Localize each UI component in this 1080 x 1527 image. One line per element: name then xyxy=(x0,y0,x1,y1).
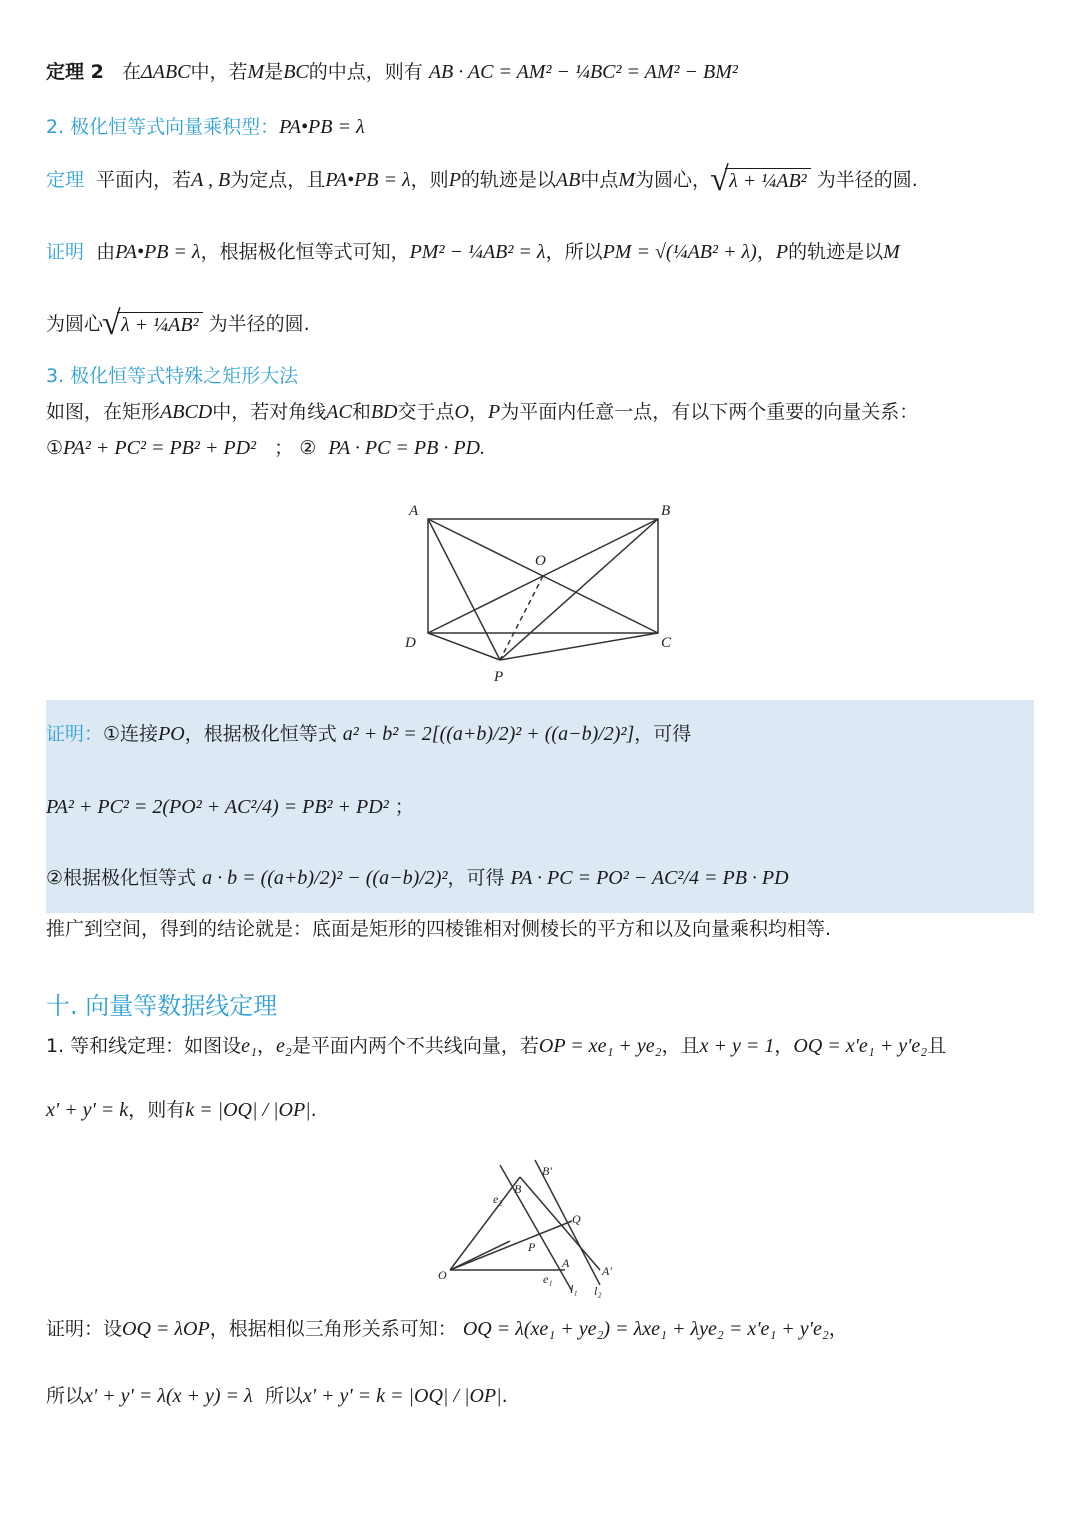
math: x' + y' = k xyxy=(46,1099,129,1121)
text: 和 xyxy=(351,401,371,423)
relation-2: PA · PC = PB · PD. xyxy=(328,437,485,459)
math: e₁ xyxy=(241,1035,258,1057)
proof-2-line-1 xyxy=(46,1317,848,1341)
text: ； xyxy=(394,796,414,818)
proof-box-line-2 xyxy=(46,795,414,819)
section-2-theorem xyxy=(46,168,918,193)
math: PA•PB = λ xyxy=(325,169,411,191)
label-d: D xyxy=(405,635,416,651)
text: ： xyxy=(437,1318,457,1340)
segment-pd xyxy=(428,633,500,660)
conclusion: 推广到空间，得到的结论就是：底面是矩形的四棱锥相对侧棱长的平方和以及向量乘积均相等. xyxy=(46,918,832,940)
math: x' + y' = λ(x + y) = λ xyxy=(84,1385,253,1407)
math: e₂ xyxy=(276,1035,292,1057)
theorem-label: 定理 xyxy=(46,169,85,191)
text: ，所以 xyxy=(545,241,603,263)
math: A , B xyxy=(191,169,231,191)
segment-pb xyxy=(500,519,658,660)
radius-formula: √ λ + ¼AB² xyxy=(725,168,811,193)
text: 为圆心 xyxy=(46,313,104,335)
text: 如图，在矩形 xyxy=(46,401,161,423)
text: ，可得 xyxy=(634,723,692,745)
text: 是平面内两个不共线向量，若 xyxy=(291,1035,539,1057)
text: ， xyxy=(468,401,488,423)
segment-po xyxy=(500,576,543,660)
text: ，根据极化恒等式 xyxy=(184,723,337,745)
equal-sum-line-figure xyxy=(430,1155,630,1300)
label-b: B xyxy=(661,503,671,519)
identity-1: a² + b² = 2[((a+b)/2)² + ((a−b)/2)²] xyxy=(342,723,635,745)
relation-1: PA² + PC² = PB² + PD² xyxy=(63,437,257,459)
text: 证明：设 xyxy=(46,1318,123,1340)
text: . xyxy=(501,1385,508,1407)
text: 1. 等和线定理：如图设 xyxy=(46,1035,242,1057)
text: 为圆心， xyxy=(635,169,712,191)
text: 中，若 xyxy=(190,61,248,83)
math: PM² − ¼AB² = λ xyxy=(409,241,546,263)
text: ， xyxy=(756,241,776,263)
label-b: B xyxy=(514,1182,522,1196)
math: x + y = 1 xyxy=(699,1035,775,1057)
text: 为半径的圆. xyxy=(208,313,310,335)
label-a: A xyxy=(409,503,419,519)
text: 为半径的圆. xyxy=(816,169,918,191)
equation: PA · PC = PO² − AC²/4 = PB · PD xyxy=(510,867,789,889)
proof-label: 证明 xyxy=(46,241,85,263)
heading-text: 2. 极化恒等式向量乘积型： xyxy=(46,116,280,138)
text: ，则 xyxy=(410,169,449,191)
math: P xyxy=(487,401,501,423)
marker: ② xyxy=(299,437,317,459)
text: ②根据极化恒等式 xyxy=(46,867,197,889)
math: O xyxy=(454,401,469,423)
text: 所以 xyxy=(264,1385,303,1407)
label-a: A xyxy=(562,1256,570,1270)
label-b-prime: B' xyxy=(542,1164,552,1178)
text: ， xyxy=(774,1035,794,1057)
text: 是 xyxy=(264,61,284,83)
label-o: O xyxy=(438,1268,447,1282)
text: 交于点 xyxy=(397,401,455,423)
math: OQ = x'e₁ + y'e₂ xyxy=(793,1035,928,1057)
segment-pc xyxy=(500,633,658,660)
label-e2: e₂ xyxy=(493,1192,503,1206)
math: OQ = λOP xyxy=(122,1318,210,1340)
proof-2-line-2 xyxy=(46,1384,508,1408)
math: M xyxy=(618,169,636,191)
text: ①连接 xyxy=(103,723,159,745)
equation: PA² + PC² = 2(PO² + AC²/4) = PB² + PD² xyxy=(46,796,389,818)
text: 在 xyxy=(121,61,141,83)
theorem-label: 定理 2 xyxy=(46,61,104,83)
section-2-proof xyxy=(46,240,900,264)
text: 且 xyxy=(927,1035,947,1057)
text: 中，若对角线 xyxy=(212,401,327,423)
math: P xyxy=(448,169,461,191)
text: 所以 xyxy=(46,1385,85,1407)
text: 的轨迹是以 xyxy=(788,241,884,263)
label-l1: l₁ xyxy=(570,1282,578,1296)
section-3-heading: 3. 极化恒等式特殊之矩形大法 xyxy=(46,365,299,387)
math: ABCD xyxy=(160,401,213,423)
section-10-theorem-cont xyxy=(46,1098,317,1122)
label-a-prime: A' xyxy=(602,1264,612,1278)
label-e1: e₁ xyxy=(543,1272,553,1286)
rectangle-figure xyxy=(395,495,685,690)
math: M xyxy=(247,61,265,83)
text: 的轨迹是以 xyxy=(460,169,556,191)
math: PA•PB = λ xyxy=(115,241,201,263)
math: PM = √(¼AB² + λ) xyxy=(602,241,757,263)
theorem-2 xyxy=(46,60,738,84)
section-3-intro xyxy=(46,400,918,424)
text: ， xyxy=(828,1318,848,1340)
math: BC xyxy=(283,61,309,83)
text: 平面内，若 xyxy=(96,169,192,191)
text: 为平面内任意一点，有以下两个重要的向量关系： xyxy=(500,401,919,423)
line-ba xyxy=(520,1177,600,1270)
text: ，且 xyxy=(661,1035,700,1057)
math: ΔABC xyxy=(140,61,191,83)
math: P xyxy=(775,241,789,263)
section-2-heading xyxy=(46,115,365,139)
math: OQ = λ(xe₁ + ye₂) = λxe₁ + λye₂ = x'e₁ + y'e₂ xyxy=(462,1318,829,1340)
line-l1 xyxy=(500,1165,572,1291)
text: ，可得 xyxy=(447,867,505,889)
math: AB xyxy=(555,169,581,191)
math: x' + y' = k = |OQ| / |OP| xyxy=(302,1385,502,1407)
text: ，则有 xyxy=(128,1099,186,1121)
math: M xyxy=(883,241,900,263)
section-2-proof-cont xyxy=(46,312,310,337)
math: k = |OQ| / |OP| xyxy=(185,1099,311,1121)
math: AC xyxy=(326,401,352,423)
section-3-relations xyxy=(46,436,485,460)
section-10-title: 十. 向量等数据线定理 xyxy=(46,992,278,1020)
text: 为定点，且 xyxy=(230,169,326,191)
theorem-formula: AB · AC = AM² − ¼BC² = AM² − BM² xyxy=(428,61,738,83)
text: ， xyxy=(257,1035,277,1057)
math: BD xyxy=(370,401,398,423)
label-l2: l₂ xyxy=(594,1284,602,1298)
label-o: O xyxy=(535,553,546,569)
text: 中点 xyxy=(580,169,619,191)
section-10-theorem xyxy=(46,1034,946,1058)
segment-pa xyxy=(428,519,500,660)
label-q: Q xyxy=(572,1212,581,1226)
identity-2: a · b = ((a+b)/2)² − ((a−b)/2)² xyxy=(202,867,448,889)
radius-formula: √ λ + ¼AB² xyxy=(117,312,203,337)
proof-box-line-3 xyxy=(46,866,789,890)
text: . xyxy=(310,1099,317,1121)
heading-formula: PA•PB = λ xyxy=(279,116,365,138)
label-p: P xyxy=(494,669,504,685)
proof-label: 证明： xyxy=(46,723,104,745)
label-c: C xyxy=(661,635,672,651)
text: ； xyxy=(274,437,294,459)
math: PO xyxy=(158,723,185,745)
proof-box-line-1 xyxy=(46,722,691,746)
text: ，根据极化恒等式可知， xyxy=(200,241,410,263)
text: 由 xyxy=(96,241,116,263)
text: 的中点，则有 xyxy=(308,61,423,83)
label-p: P xyxy=(528,1240,536,1254)
marker: ① xyxy=(46,437,64,459)
vector-e2 xyxy=(450,1241,510,1270)
math: OP = xe₁ + ye₂ xyxy=(538,1035,662,1057)
text: ，根据相似三角形关系可知 xyxy=(209,1318,438,1340)
